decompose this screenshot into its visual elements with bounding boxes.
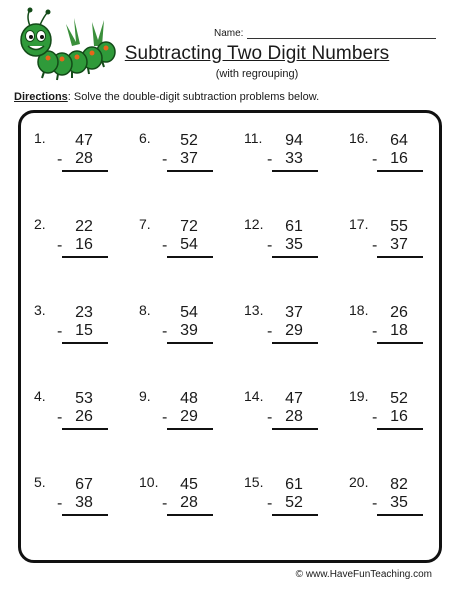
problem-number: 6. xyxy=(139,130,151,146)
subtrahend: 16 xyxy=(75,236,93,253)
minus-sign: - xyxy=(267,409,273,426)
name-field[interactable] xyxy=(214,28,436,39)
problem-number: 5. xyxy=(34,474,46,490)
subtrahend: 18 xyxy=(390,322,408,339)
subtrahend: 29 xyxy=(285,322,303,339)
minus-sign: - xyxy=(162,237,168,254)
minuend: 54 xyxy=(180,304,198,321)
minuend: 26 xyxy=(390,304,408,321)
problem-10 xyxy=(127,466,232,552)
problem-number: 14. xyxy=(244,388,264,404)
minus-sign: - xyxy=(162,409,168,426)
subtrahend: 52 xyxy=(285,494,303,511)
minuend: 64 xyxy=(390,132,408,149)
answer-line[interactable] xyxy=(167,256,213,258)
name-label: Name: xyxy=(214,28,244,39)
minus-sign: - xyxy=(267,323,273,340)
problem-3 xyxy=(22,294,127,380)
subtrahend: 37 xyxy=(390,236,408,253)
minus-sign: - xyxy=(372,495,378,512)
minus-sign: - xyxy=(372,409,378,426)
minuend: 53 xyxy=(75,390,93,407)
answer-line[interactable] xyxy=(62,514,108,516)
minus-sign: - xyxy=(267,151,273,168)
problem-number: 16. xyxy=(349,130,369,146)
problem-number: 13. xyxy=(244,302,264,318)
minus-sign: - xyxy=(57,323,63,340)
problem-20 xyxy=(337,466,442,552)
answer-line[interactable] xyxy=(272,342,318,344)
problems-grid xyxy=(22,122,442,552)
minuend: 82 xyxy=(390,476,408,493)
answer-line[interactable] xyxy=(377,256,423,258)
problem-number: 15. xyxy=(244,474,264,490)
minuend: 48 xyxy=(180,390,198,407)
problem-number: 19. xyxy=(349,388,369,404)
subtrahend: 35 xyxy=(285,236,303,253)
answer-line[interactable] xyxy=(272,256,318,258)
page-subtitle: (with regrouping) xyxy=(215,68,299,80)
minus-sign: - xyxy=(372,237,378,254)
minus-sign: - xyxy=(57,409,63,426)
subtrahend: 33 xyxy=(285,150,303,167)
subtrahend: 37 xyxy=(180,150,198,167)
subtrahend: 28 xyxy=(285,408,303,425)
minus-sign: - xyxy=(372,323,378,340)
problem-19 xyxy=(337,380,442,466)
problem-number: 2. xyxy=(34,216,46,232)
problem-number: 1. xyxy=(34,130,46,146)
minus-sign: - xyxy=(372,151,378,168)
problem-17 xyxy=(337,208,442,294)
footer-copyright: © www.HaveFunTeaching.com xyxy=(295,569,432,580)
directions-text: Solve the double-digit subtraction problems below. xyxy=(73,91,320,103)
problem-number: 17. xyxy=(349,216,369,232)
minus-sign: - xyxy=(57,495,63,512)
minus-sign: - xyxy=(162,495,168,512)
problem-9 xyxy=(127,380,232,466)
problem-number: 20. xyxy=(349,474,369,490)
problem-number: 9. xyxy=(139,388,151,404)
minus-sign: - xyxy=(267,237,273,254)
answer-line[interactable] xyxy=(62,170,108,172)
answer-line[interactable] xyxy=(62,428,108,430)
problem-18 xyxy=(337,294,442,380)
problem-number: 12. xyxy=(244,216,264,232)
problem-number: 10. xyxy=(139,474,159,490)
subtrahend: 54 xyxy=(180,236,198,253)
problem-6 xyxy=(127,122,232,208)
problem-7 xyxy=(127,208,232,294)
problem-8 xyxy=(127,294,232,380)
minus-sign: - xyxy=(162,151,168,168)
minus-sign: - xyxy=(57,237,63,254)
minuend: 47 xyxy=(285,390,303,407)
directions xyxy=(14,91,319,103)
answer-line[interactable] xyxy=(377,342,423,344)
problem-5 xyxy=(22,466,127,552)
minuend: 61 xyxy=(285,218,303,235)
problem-11 xyxy=(232,122,337,208)
page-title: Subtracting Two Digit Numbers xyxy=(124,43,390,64)
problem-12 xyxy=(232,208,337,294)
answer-line[interactable] xyxy=(167,428,213,430)
subtrahend: 35 xyxy=(390,494,408,511)
directions-colon: : xyxy=(67,91,74,103)
problem-13 xyxy=(232,294,337,380)
answer-line[interactable] xyxy=(377,514,423,516)
problem-14 xyxy=(232,380,337,466)
minuend: 47 xyxy=(75,132,93,149)
problem-2 xyxy=(22,208,127,294)
subtrahend: 16 xyxy=(390,408,408,425)
answer-line[interactable] xyxy=(167,342,213,344)
minus-sign: - xyxy=(57,151,63,168)
answer-line[interactable] xyxy=(272,170,318,172)
minuend: 94 xyxy=(285,132,303,149)
answer-line[interactable] xyxy=(62,342,108,344)
minuend: 52 xyxy=(390,390,408,407)
subtrahend: 15 xyxy=(75,322,93,339)
minuend: 37 xyxy=(285,304,303,321)
problem-number: 7. xyxy=(139,216,151,232)
minus-sign: - xyxy=(162,323,168,340)
answer-line[interactable] xyxy=(167,170,213,172)
answer-line[interactable] xyxy=(377,170,423,172)
subtrahend: 28 xyxy=(180,494,198,511)
minuend: 55 xyxy=(390,218,408,235)
problem-number: 18. xyxy=(349,302,369,318)
problem-4 xyxy=(22,380,127,466)
answer-line[interactable] xyxy=(167,514,213,516)
subtrahend: 39 xyxy=(180,322,198,339)
problem-number: 3. xyxy=(34,302,46,318)
problem-1 xyxy=(22,122,127,208)
name-write-line[interactable] xyxy=(247,30,436,39)
subtrahend: 26 xyxy=(75,408,93,425)
problem-15 xyxy=(232,466,337,552)
minuend: 23 xyxy=(75,304,93,321)
problem-number: 4. xyxy=(34,388,46,404)
minuend: 52 xyxy=(180,132,198,149)
answer-line[interactable] xyxy=(62,256,108,258)
subtrahend: 16 xyxy=(390,150,408,167)
problem-number: 8. xyxy=(139,302,151,318)
directions-label: Directions xyxy=(14,91,68,103)
answer-line[interactable] xyxy=(377,428,423,430)
problem-number: 11. xyxy=(244,130,263,146)
minuend: 72 xyxy=(180,218,198,235)
minus-sign: - xyxy=(267,495,273,512)
problem-16 xyxy=(337,122,442,208)
answer-line[interactable] xyxy=(272,428,318,430)
minuend: 61 xyxy=(285,476,303,493)
minuend: 67 xyxy=(75,476,93,493)
minuend: 45 xyxy=(180,476,198,493)
answer-line[interactable] xyxy=(272,514,318,516)
subtrahend: 38 xyxy=(75,494,93,511)
subtrahend: 29 xyxy=(180,408,198,425)
minuend: 22 xyxy=(75,218,93,235)
subtrahend: 28 xyxy=(75,150,93,167)
